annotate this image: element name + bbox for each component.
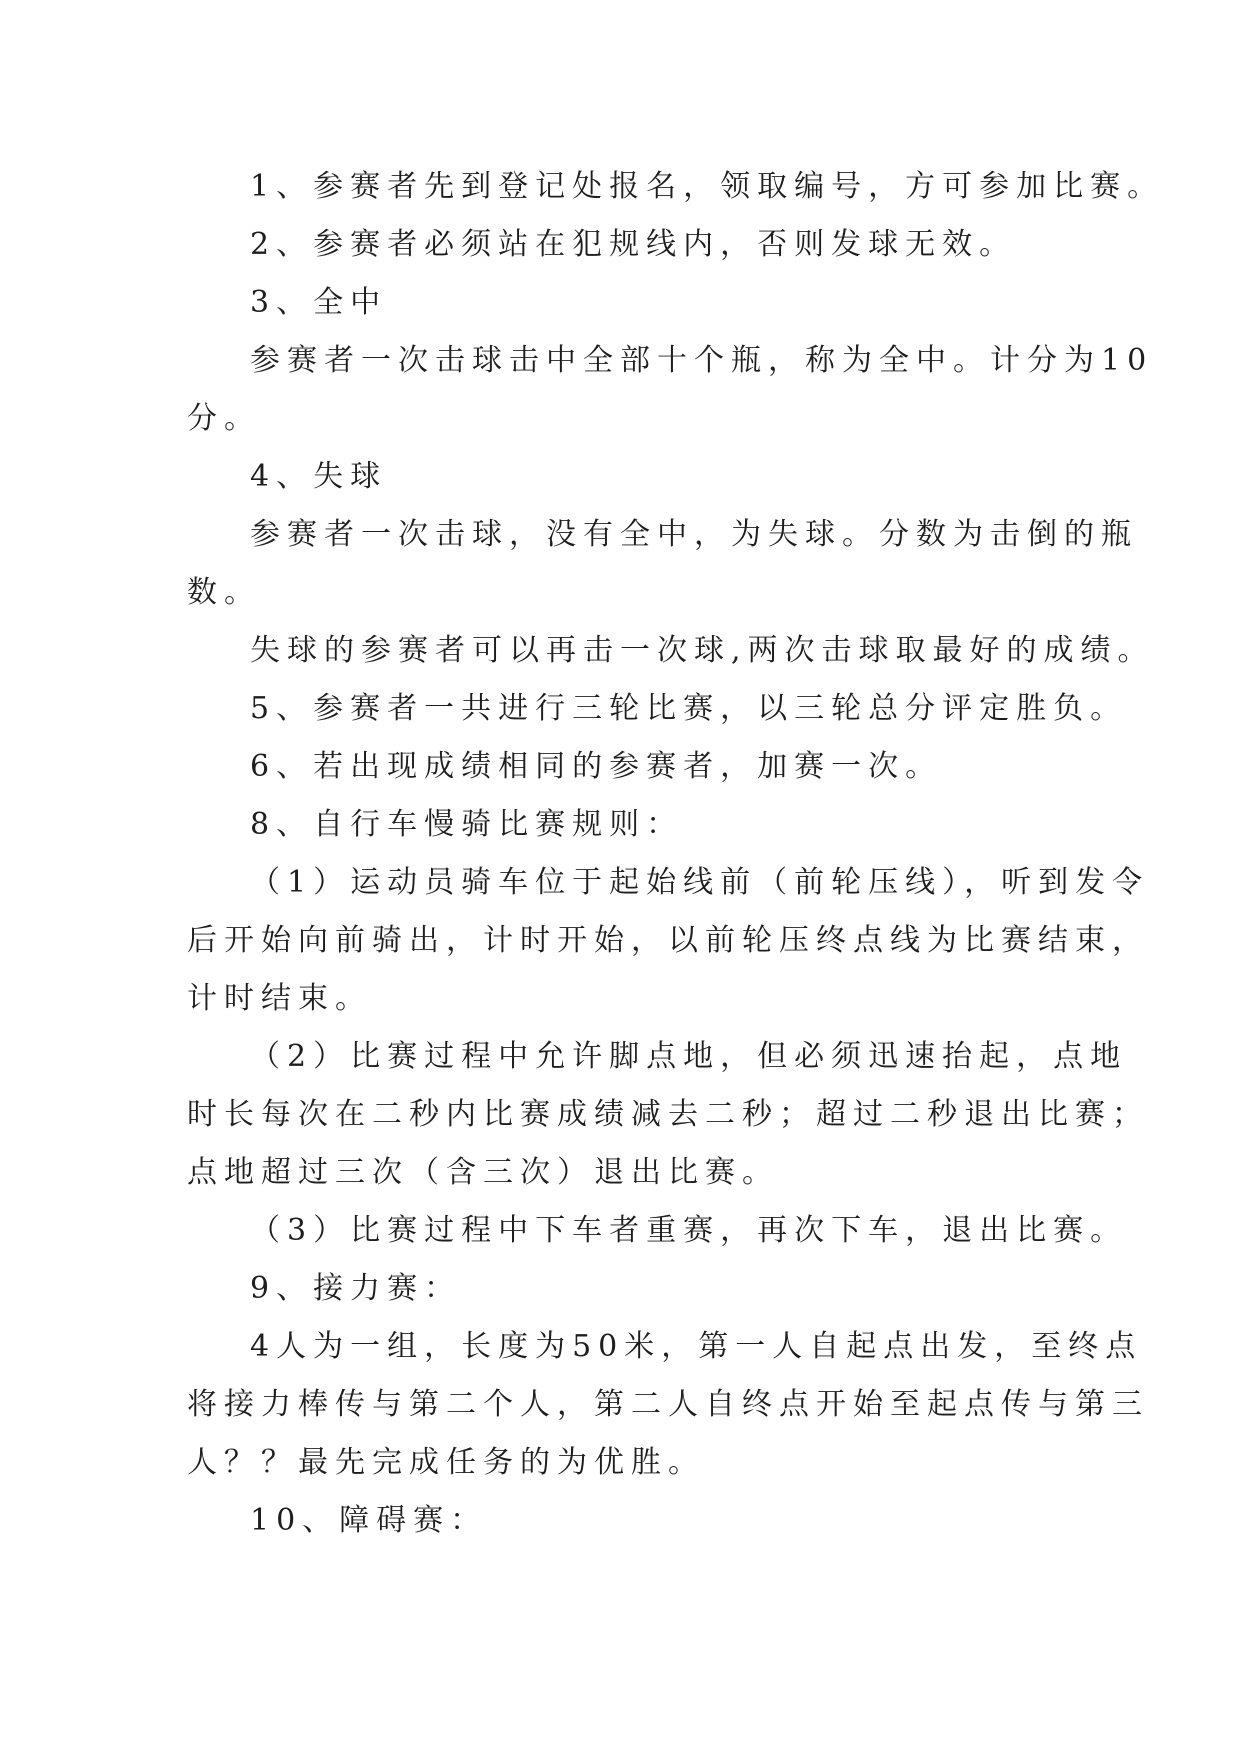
text-line: 6、若出现成绩相同的参赛者，加赛一次。 [250, 749, 943, 784]
text-line: 10、障碍赛： [250, 1503, 488, 1538]
text-line: 失球的参赛者可以再击一次球,两次击球取最好的成绩。 [250, 633, 1155, 668]
text-line: 计时结束。 [187, 981, 372, 1016]
text-line: 8、自行车慢骑比赛规则： [250, 807, 684, 842]
text-line: 时长每次在二秒内比赛成绩减去二秒；超过二秒退出比赛； [187, 1097, 1149, 1132]
text-line: 参赛者一次击球击中全部十个瓶，称为全中。计分为10 [250, 343, 1154, 378]
text-line: 数。 [187, 575, 261, 610]
text-line: 后开始向前骑出，计时开始，以前轮压终点线为比赛结束， [187, 923, 1149, 958]
text-line: （3）比赛过程中下车者重赛，再次下车，退出比赛。 [250, 1213, 1128, 1248]
text-line: 分。 [187, 401, 261, 436]
text-line: 4人为一组，长度为50米，第一人自起点出发，至终点 [250, 1329, 1143, 1364]
text-line: 人？？最先完成任务的为优胜。 [187, 1445, 705, 1480]
text-line: 参赛者一次击球，没有全中，为失球。分数为击倒的瓶 [250, 517, 1138, 552]
text-line: 5、参赛者一共进行三轮比赛，以三轮总分评定胜负。 [250, 691, 1128, 726]
text-line: 点地超过三次（含三次）退出比赛。 [187, 1155, 779, 1190]
text-line: 将接力棒传与第二个人，第二人自终点开始至起点传与第三 [187, 1387, 1149, 1422]
text-line: 4、失球 [250, 459, 388, 494]
text-line: 3、全中 [250, 285, 388, 320]
text-line: 2、参赛者必须站在犯规线内，否则发球无效。 [250, 227, 1017, 262]
text-line: （2）比赛过程中允许脚点地，但必须迅速抬起，点地 [250, 1039, 1128, 1074]
text-line: 1、参赛者先到登记处报名，领取编号，方可参加比赛。 [250, 169, 1165, 204]
text-line: 9、接力赛： [250, 1271, 462, 1306]
text-line: （1）运动员骑车位于起始线前（前轮压线），听到发令 [250, 865, 1150, 900]
